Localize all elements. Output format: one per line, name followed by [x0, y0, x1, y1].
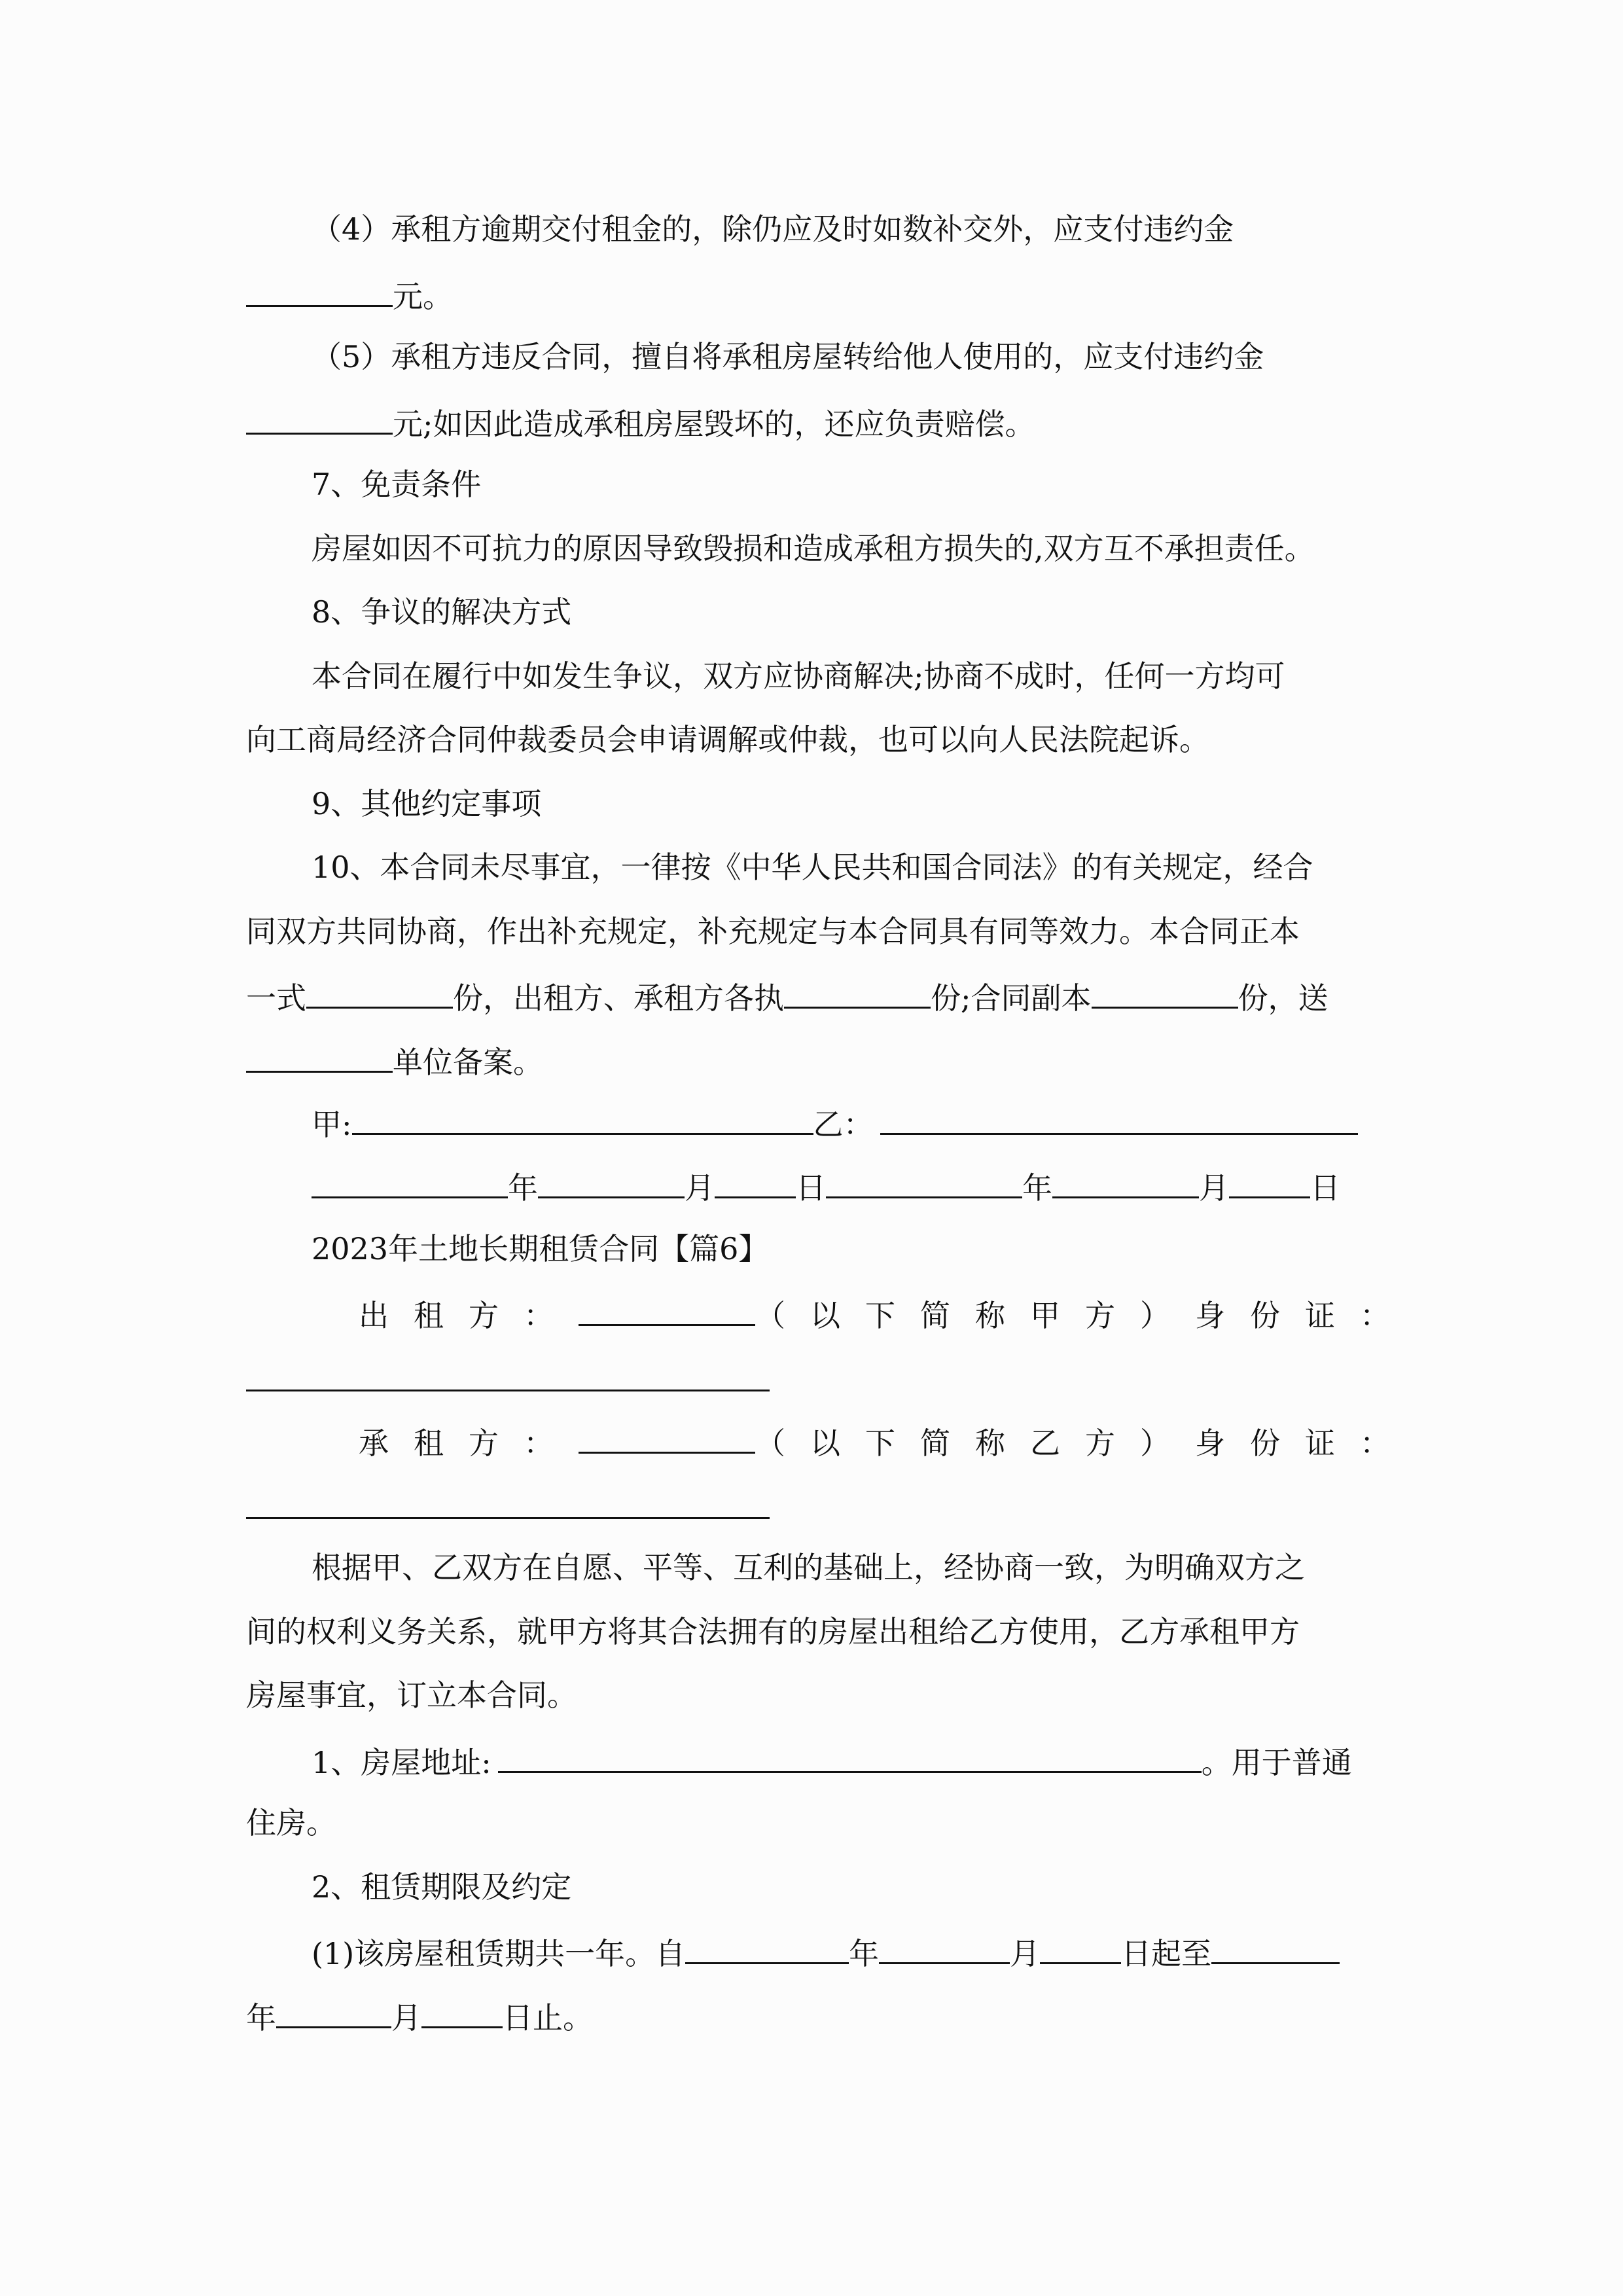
text: 一式: [246, 980, 306, 1016]
blank-field[interactable]: [312, 1165, 508, 1198]
end-year-field[interactable]: [1211, 1931, 1340, 1964]
text: 月: [1010, 1936, 1041, 1971]
text: 年: [246, 2000, 276, 2036]
text: 单位备案。: [393, 1045, 543, 1080]
clause-2-title: 2、租赁期限及约定: [312, 1869, 572, 1905]
lessee-name-field[interactable]: [579, 1420, 755, 1454]
clause-4-line-1: （4）承租方逾期交付租金的，除仍应及时如数补交外，应支付违约金: [312, 211, 1234, 247]
text: 月: [391, 2000, 421, 2036]
blank-field[interactable]: [246, 274, 393, 307]
clause-5-line-2: [246, 401, 1035, 440]
signature-line: [312, 1102, 1358, 1141]
text: 。用于普通: [1201, 1745, 1352, 1780]
blank-field[interactable]: [715, 1165, 796, 1198]
section-10-line-2: 同双方共同协商，作出补充规定，补充规定与本合同具有同等效力。本合同正本: [246, 914, 1300, 949]
blank-field[interactable]: [1092, 975, 1238, 1009]
text: 日: [1310, 1170, 1340, 1206]
end-month-field[interactable]: [276, 1995, 391, 2028]
lessor-label: 出租方：: [359, 1298, 579, 1333]
clause-1-line-1: [312, 1740, 1352, 1779]
section-10-line-3: [246, 975, 1329, 1014]
section-10-line-4: [246, 1039, 543, 1079]
blank-field[interactable]: [246, 401, 393, 435]
text: 日止。: [503, 2000, 593, 2036]
section-10-line-1: 10、本合同未尽事宜，一律按《中华人民共和国合同法》的有关规定，经合: [312, 850, 1313, 885]
lessee-id-field[interactable]: [246, 1517, 770, 1519]
section-8-line-2: 向工商局经济合同仲裁委员会申请调解或仲裁，也可以向人民法院起诉。: [246, 722, 1209, 757]
section-7-title: 7、免责条件: [312, 467, 482, 502]
lessee-line: [359, 1420, 1415, 1460]
section-7-body: 房屋如因不可抗力的原因导致毁损和造成承租方损失的,双方互不承担责任。: [312, 531, 1315, 566]
start-month-field[interactable]: [879, 1931, 1010, 1964]
section-8-title: 8、争议的解决方式: [312, 594, 572, 630]
blank-field[interactable]: [246, 1039, 393, 1073]
intro-line-3: 房屋事宜，订立本合同。: [246, 1677, 577, 1713]
party-a-signature-field[interactable]: [352, 1102, 813, 1135]
clause-4-line-2: [246, 274, 453, 313]
blank-field[interactable]: [538, 1165, 685, 1198]
blank-field[interactable]: [1052, 1165, 1199, 1198]
party-b-signature-field[interactable]: [880, 1102, 1358, 1135]
text: 月: [685, 1170, 715, 1206]
party-a-label: 甲:: [312, 1107, 352, 1142]
text: 份，送: [1238, 980, 1329, 1016]
text: 元;如因此造成承租房屋毁坏的，还应负责赔偿。: [393, 406, 1035, 442]
text: (1)该房屋租赁期共一年。自: [312, 1936, 686, 1971]
lessor-name-field[interactable]: [579, 1293, 755, 1326]
start-day-field[interactable]: [1040, 1931, 1121, 1964]
house-address-field[interactable]: [498, 1740, 1202, 1773]
intro-line-1: 根据甲、乙双方在自愿、平等、互利的基础上，经协商一致，为明确双方之: [312, 1550, 1305, 1585]
text: 年: [849, 1936, 880, 1971]
section-8-line-1: 本合同在履行中如发生争议，双方应协商解决;协商不成时，任何一方均可: [312, 658, 1285, 694]
text: 份，出租方、承租方各执: [453, 980, 784, 1016]
text: 日起至: [1121, 1936, 1212, 1971]
text: 1、房屋地址:: [312, 1745, 491, 1780]
party-b-label: 乙：: [813, 1107, 874, 1142]
clause-5-line-1: （5）承租方违反合同，擅自将承租房屋转给他人使用的，应支付违约金: [312, 339, 1264, 374]
start-year-field[interactable]: [685, 1931, 849, 1964]
text: 年: [1022, 1170, 1052, 1206]
lessor-line: [359, 1293, 1415, 1332]
clause-1-line-2: 住房。: [246, 1805, 336, 1840]
contract-6-title: 2023年土地长期租赁合同【篇6】: [312, 1231, 769, 1266]
blank-field[interactable]: [306, 975, 453, 1009]
blank-field[interactable]: [826, 1165, 1022, 1198]
end-day-field[interactable]: [421, 1995, 503, 2028]
lessee-label: 承租方：: [359, 1426, 579, 1461]
text: 日: [796, 1170, 826, 1206]
blank-field[interactable]: [784, 975, 931, 1009]
blank-field[interactable]: [1229, 1165, 1310, 1198]
text: 年: [508, 1170, 538, 1206]
text: （以下简称乙方）身份证：: [755, 1426, 1415, 1461]
text: 份;合同副本: [931, 980, 1092, 1016]
lessor-id-field[interactable]: [246, 1390, 770, 1391]
clause-2-1-line-2: [246, 1995, 593, 2034]
intro-line-2: 间的权利义务关系，就甲方将其合法拥有的房屋出租给乙方使用，乙方承租甲方: [246, 1614, 1300, 1649]
text: 月: [1199, 1170, 1229, 1206]
text: （以下简称甲方）身份证：: [755, 1298, 1415, 1333]
clause-2-1-line-1: [312, 1931, 1340, 1970]
section-9-title: 9、其他约定事项: [312, 786, 542, 821]
text: 元。: [393, 279, 453, 314]
signature-date-line: [312, 1165, 1340, 1204]
